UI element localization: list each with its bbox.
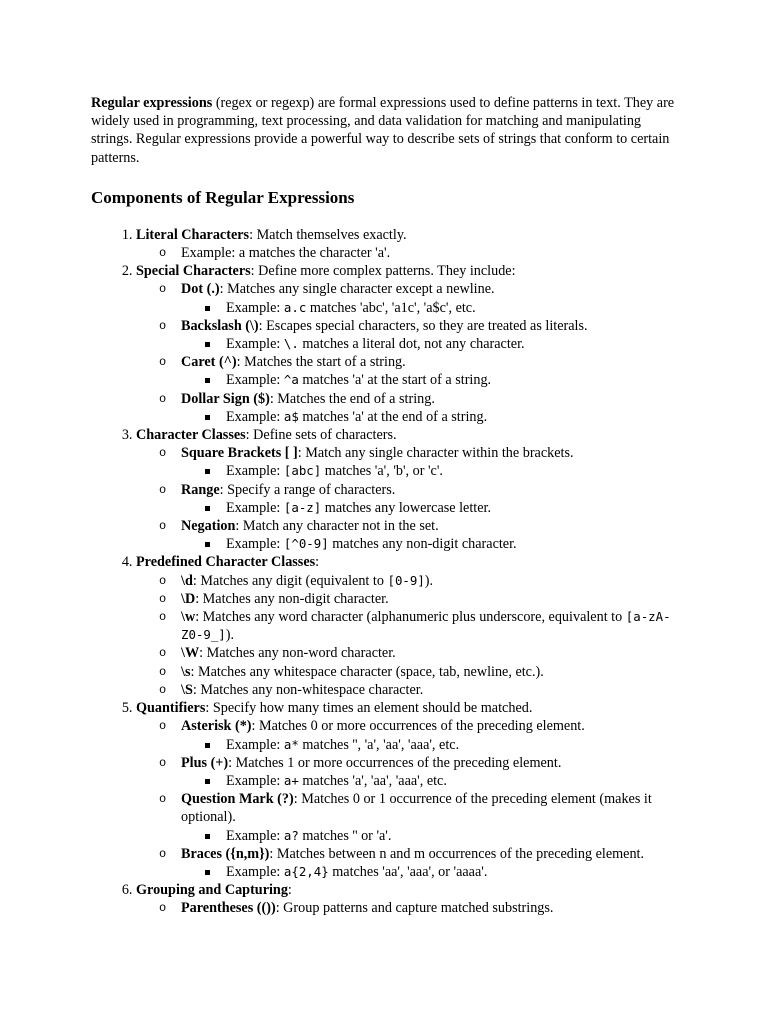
sub-item-description: : Matches any non-digit character. [195, 590, 389, 607]
code-snippet: a+ [283, 772, 299, 788]
sub-item-term: Caret (^) [181, 354, 237, 371]
sub-list-item [181, 390, 681, 426]
sub-item-description: : Matches the end of a string. [269, 390, 435, 407]
code-snippet: [^0-9] [283, 536, 329, 552]
code-snippet: a.c [283, 299, 307, 315]
sub-list-item [181, 517, 681, 553]
sub-item-term: Asterisk (*) [181, 718, 252, 735]
sub-item-description: : Matches any whitespace character (space, tab, newline, etc.). [190, 663, 544, 680]
example-description: matches 'abc', 'a1c', 'a$c', etc. [306, 299, 476, 316]
example-prefix: Example: [226, 536, 284, 553]
example-list [181, 462, 681, 480]
example-item [226, 299, 681, 317]
sub-list-item [181, 353, 681, 389]
example-prefix: Example: [226, 336, 284, 353]
sub-list [136, 572, 681, 699]
sub-item-description: : Matches any word character (alphanumeric plus underscore, equivalent to [195, 609, 626, 626]
example-description: matches '' or 'a'. [298, 827, 392, 844]
code-snippet: [abc] [283, 463, 322, 479]
example-description: matches any lowercase letter. [321, 499, 492, 516]
sub-item-term: \S [181, 681, 193, 698]
example-item [226, 462, 681, 480]
sub-item-description: : Group patterns and capture matched substrings. [275, 900, 554, 917]
sub-item-term: Square Brackets [ ] [181, 445, 298, 462]
sub-list-item [181, 681, 681, 699]
list-item [136, 881, 681, 917]
example-prefix: Example: [226, 863, 284, 880]
example-prefix: Example: [226, 372, 284, 389]
example-description: matches 'a' at the end of a string. [298, 408, 488, 425]
example-prefix: Example: [226, 408, 284, 425]
sub-item-term: Braces ({n,m}) [181, 845, 270, 862]
item-title: Predefined Character Classes [136, 554, 316, 571]
example-text: Example: a matches the character 'a'. [181, 245, 391, 262]
item-description: : Define sets of characters. [245, 427, 397, 444]
intro-term: Regular expressions [91, 95, 213, 111]
example-item [226, 535, 681, 553]
code-snippet: [0-9] [387, 572, 425, 588]
sub-list-item [181, 590, 681, 608]
item-title: Special Characters [136, 263, 251, 280]
list-item [136, 262, 681, 426]
sub-item-term: Plus (+) [181, 754, 229, 771]
sub-item-description: : Matches 0 or 1 occurrence of the preceding element (makes it optional). [181, 791, 652, 826]
example-item [226, 371, 681, 389]
item-description: : Specify how many times an element should be matched. [205, 700, 533, 717]
code-snippet: a$ [283, 408, 299, 424]
sub-item-term: Parentheses (()) [181, 900, 276, 917]
item-title: Character Classes [136, 427, 246, 444]
code-snippet: \. [283, 336, 299, 352]
example-list [181, 499, 681, 517]
sub-item-description: : Matches 0 or more occurrences of the preceding element. [251, 718, 585, 735]
sub-list [136, 280, 681, 426]
sub-item-description: : Escapes special characters, so they are treated as literals. [258, 317, 588, 334]
item-description: : [315, 554, 320, 571]
sub-list [136, 899, 681, 917]
sub-item-tail: ). [424, 572, 434, 589]
sub-item-description: : Matches any non-word character. [199, 645, 396, 662]
code-snippet: [a-z] [283, 499, 322, 515]
sub-item-term: \W [181, 645, 200, 662]
item-title: Grouping and Capturing [136, 882, 288, 899]
sub-item-term: \s [181, 663, 191, 680]
example-item [226, 827, 681, 845]
sub-list-item [181, 244, 681, 262]
list-item [136, 226, 681, 262]
example-list [181, 772, 681, 790]
sub-list-item [181, 481, 681, 517]
sub-item-tail: ). [225, 627, 235, 644]
code-snippet: a{2,4} [283, 863, 329, 879]
sub-item-term: \w [181, 609, 196, 626]
section-heading: Components of Regular Expressions [91, 187, 355, 207]
sub-list-item [181, 644, 681, 662]
sub-item-term: \d [181, 572, 193, 589]
code-snippet: a? [283, 827, 299, 843]
sub-item-description: : Matches any digit (equivalent to [192, 572, 388, 589]
list-item [136, 699, 681, 881]
item-title: Literal Characters [136, 226, 250, 243]
item-description: : [287, 882, 292, 899]
example-list [181, 535, 681, 553]
example-description: matches 'a', 'aa', 'aaa', etc. [298, 772, 447, 789]
sub-item-description: : Matches the start of a string. [236, 354, 406, 371]
example-prefix: Example: [226, 736, 284, 753]
example-list [181, 335, 681, 353]
sub-list-item [181, 280, 681, 316]
sub-item-description: : Matches 1 or more occurrences of the preceding element. [228, 754, 562, 771]
example-list [181, 371, 681, 389]
example-item [226, 335, 681, 353]
example-list [181, 736, 681, 754]
example-item [226, 736, 681, 754]
sub-item-term: Range [181, 481, 220, 498]
example-description: matches 'a', 'b', or 'c'. [321, 463, 443, 480]
sub-list-item [181, 899, 681, 917]
sub-list-item [181, 608, 681, 644]
sub-list-item [181, 717, 681, 753]
code-snippet: [a-zA-Z0-9_] [181, 609, 671, 643]
sub-item-description: : Match any single character within the brackets. [297, 445, 574, 462]
list-item [136, 553, 681, 699]
example-item [226, 863, 681, 881]
example-prefix: Example: [226, 499, 284, 516]
sub-list [136, 717, 681, 881]
example-description: matches any non-digit character. [328, 536, 517, 553]
sub-item-description: : Match any character not in the set. [235, 518, 439, 535]
sub-list-item [181, 663, 681, 681]
sub-item-term: Backslash (\) [181, 317, 259, 334]
sub-list [136, 244, 681, 262]
sub-item-term: Negation [181, 518, 236, 535]
example-list [181, 827, 681, 845]
sub-item-description: : Matches between n and m occurrences of the preceding element. [269, 845, 645, 862]
sub-item-description: : Matches any single character except a newline. [219, 281, 495, 298]
example-item [226, 772, 681, 790]
sub-list-item [181, 444, 681, 480]
example-list [181, 863, 681, 881]
sub-item-term: Dollar Sign ($) [181, 390, 270, 407]
sub-item-description: : Matches any non-whitespace character. [192, 681, 424, 698]
intro-text: (regex or regexp) are formal expressions used to define patterns in text. They are widely used in programming, text processing, and data validation for matching and manipulating strings. Regular expressions provide a powerful way to describe sets of strings that conform to certain patterns. [91, 95, 675, 166]
example-item [226, 499, 681, 517]
sub-list-item [181, 754, 681, 790]
sub-list [136, 444, 681, 553]
example-list [181, 408, 681, 426]
sub-list-item [181, 572, 681, 590]
example-list [181, 299, 681, 317]
example-description: matches a literal dot, not any character. [298, 336, 525, 353]
sub-item-description: : Specify a range of characters. [219, 481, 396, 498]
item-description: : Define more complex patterns. They include: [250, 263, 516, 280]
example-prefix: Example: [226, 827, 284, 844]
example-item [226, 408, 681, 426]
item-title: Quantifiers [136, 700, 206, 717]
components-list [91, 226, 681, 918]
example-prefix: Example: [226, 463, 284, 480]
example-prefix: Example: [226, 772, 284, 789]
sub-list-item [181, 317, 681, 353]
sub-item-term: Dot (.) [181, 281, 220, 298]
document-page [91, 94, 681, 918]
sub-item-term: \D [181, 590, 196, 607]
code-snippet: ^a [283, 372, 299, 388]
sub-item-term: Question Mark (?) [181, 791, 294, 808]
example-prefix: Example: [226, 299, 284, 316]
example-description: matches '', 'a', 'aa', 'aaa', etc. [298, 736, 460, 753]
item-description: : Match themselves exactly. [249, 226, 407, 243]
code-snippet: a* [283, 736, 299, 752]
example-description: matches 'a' at the start of a string. [298, 372, 492, 389]
example-description: matches 'aa', 'aaa', or 'aaaa'. [328, 863, 488, 880]
sub-list-item [181, 845, 681, 881]
sub-list-item [181, 790, 681, 845]
intro-paragraph [91, 94, 681, 167]
list-item [136, 426, 681, 553]
